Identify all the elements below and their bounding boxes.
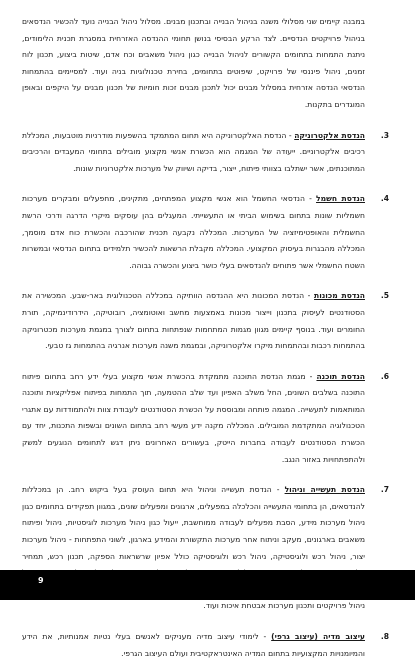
item-number: 4. — [380, 194, 389, 204]
item-number: 3. — [380, 130, 389, 140]
item-term: הנדסת תעשייה וניהול — [284, 485, 365, 495]
list-item — [22, 191, 389, 274]
item-term: הנדסת אלקטרוניקה — [294, 130, 365, 140]
item-text: - הנדסת המכונות היא ההנדסה הוותיקה במכללה הטכנולוגית באר-שבע. המכשירה את הסטודנטים לעיסוק בתכנון וייצור מכונות באמצעות מחשב ואוטומציה, רובוטיקה, הידרודינמיקה, תורת החומרים ועוד. בנוסף קיימים מגוון מגמות המתחמות שנפתחות בתחום לצורך במגמת מערכות מכטרוניקה בהתמחות רכבות ובהתמחות מיקרו אלקטרוניקה, ובמגמת משנה מערכות אנרגיה בהתמחות גז טבעי. — [22, 291, 365, 351]
item-body — [22, 288, 365, 354]
item-text: - הנדסת תעשייה וניהול היא תחום העוסק בעל ביקוש רחב. הן במכללות להנדסאים, הן בתחומי התעשייה והכלכלה במפעלים, ארגונים ומפעלים שונים, במגוון תפקידים בתחומים כגון ניהול מערכות מידע, הסבת מפעלים לעבודה ממוחשבת, ייעול כגון ניהול מערכות לוגיסטיות, ניהול ופיתוח משאבים בארגונים, מעקב וניתוח אחר מערכות התקשורת והמידע בארגון, לשוני התפתחות - ניהול מערכות יצור, ניהול רכש ולוגיסטיקה, ניהול רכש ולוגיסטיקה כולל אפיון שרשראות הספקה, תכנון רכש, תמחיר ניהול פרויקטים ותכנון מערכות אבטחת איכות ועוד. — [22, 485, 365, 611]
item-text: - מגמת הנדסת התוכנה מתמקדת בהכשרת אנשי מקצוע בעלי ידע רחב בתחום פיתוח התוכנה בשלבים השונים, החל משלב האפיון ועד שלב ההטמעה, תוך התמחות בפיתוח אפליקציות ותוכנה המותאמות לתעשייה. המגמה פותחה ומבוססת על הכשרת הסטודנטים לעבודת צוות ולהתמודדות עם אתגרי הטכנולוגיה המתקדמת המובילים. המכללה מקנה ידע מעשי רחב בתחום השונים ובשפות התכנות, יחד עם הכשרת הסטודנטים לעבודה בחברות הייטק, בעשורים האחרונים ניתן דגש לתחומים הנוגעים למשק ולהתפתחויות באזור הנגב. — [22, 371, 365, 464]
item-term: הנדסת תוכנה — [316, 371, 365, 381]
item-body — [22, 128, 365, 178]
item-term: הנדסת מכונות — [314, 291, 365, 301]
item-term: הנדסת חשמל — [316, 194, 365, 204]
intro-paragraph: במבנה קיימים שני מסלולי משנה בניהול הבנייה ובתכנון מבנים. מסלול ניהול הבנייה נועד להכשיר הנדסאים בניהול פרויקטים הנדסיים. לצד הרקע הבסיסי בנושן תחומי ההנדסה האזרחית במסגרת תכנית הלימודים, ניתנת התמחות בתחומים הקשורים לניהול הבנייה כגון ניהול משאבים וכח אדם, שיטות ביצוע, תכנון לוח זמנים, ניהול פיננסי של פרויקט, שיפוטים בתחומים, בחירת טכנולוגיות בניה ועוד. למסיימים בהתמחות הנדסאי הנדסה אזרחית במסלול מבנים יכול לתכנן מבנים זכות חומיות של תכנון מבנים על היקפים ובאופן המוגדרים בתקנות. — [22, 17, 365, 109]
item-body — [22, 369, 365, 469]
item-text: - לימודי עיצוב מדיה מעניקים לאנשים בעלי נטיות אמנותיות, את הידע והמיומנויות המקצועיות בתחום המדיה האינטראקטיבית ועולם העיצוב הגרפי. — [22, 632, 365, 658]
list-item — [22, 288, 389, 354]
page-number: 9 — [38, 576, 44, 585]
item-body — [22, 191, 365, 274]
item-number: 6. — [380, 371, 389, 381]
item-text: - הנדסת האלקטרוניקה היא תחום המתמקד בהשפעות מודרניות מוטבעות, המכללת רכיבים אלקטרוניים. ייעודה של המגמה הוא הכשרת אנשי מקצוע מובילים בתחומי המעבדים והרכיבים המתוכנתים, אשר ישתלבו בצוותי פיתוח, ייצור, בדיקה ושיווק של מערכות אלקטרוניות שונות. — [22, 130, 365, 173]
list-item — [22, 128, 389, 178]
list-item — [22, 369, 389, 469]
item-number: 8. — [380, 632, 389, 641]
item-term: עיצוב מדיה (עיצוב גרפי) — [271, 632, 365, 641]
item-body — [22, 629, 365, 662]
item-text: - הנדסאי החשמל הוא אנשי מקצוע המפתחים, מתקינים, מחפעלים ומבקרים מערכות חשמליות שונות בתחום בשימוש הביתי או התעשייתי. המעגלים בהן עוסקים מיקרי הדרגה ודרכי הרשת החשמלית והאופטימיזציה של המערכות. המכללה נקבעה תכנית שהורכבה והכשרת כוח אדם מוסמך, המכללה מהבגרות בעיסוק המקצועי. המכללה מקבלת הרשאות להכשיר תלמידים בתחום הנדסאי ובמשרות השטח החשמלי אשר פתוחים להנדסאים בעלי כושר ביצוע והכשרה גבוהה. — [22, 194, 365, 270]
item-number: 7. — [380, 485, 389, 495]
list-item — [22, 629, 389, 662]
page-footer — [0, 570, 415, 600]
item-number: 5. — [380, 291, 389, 301]
